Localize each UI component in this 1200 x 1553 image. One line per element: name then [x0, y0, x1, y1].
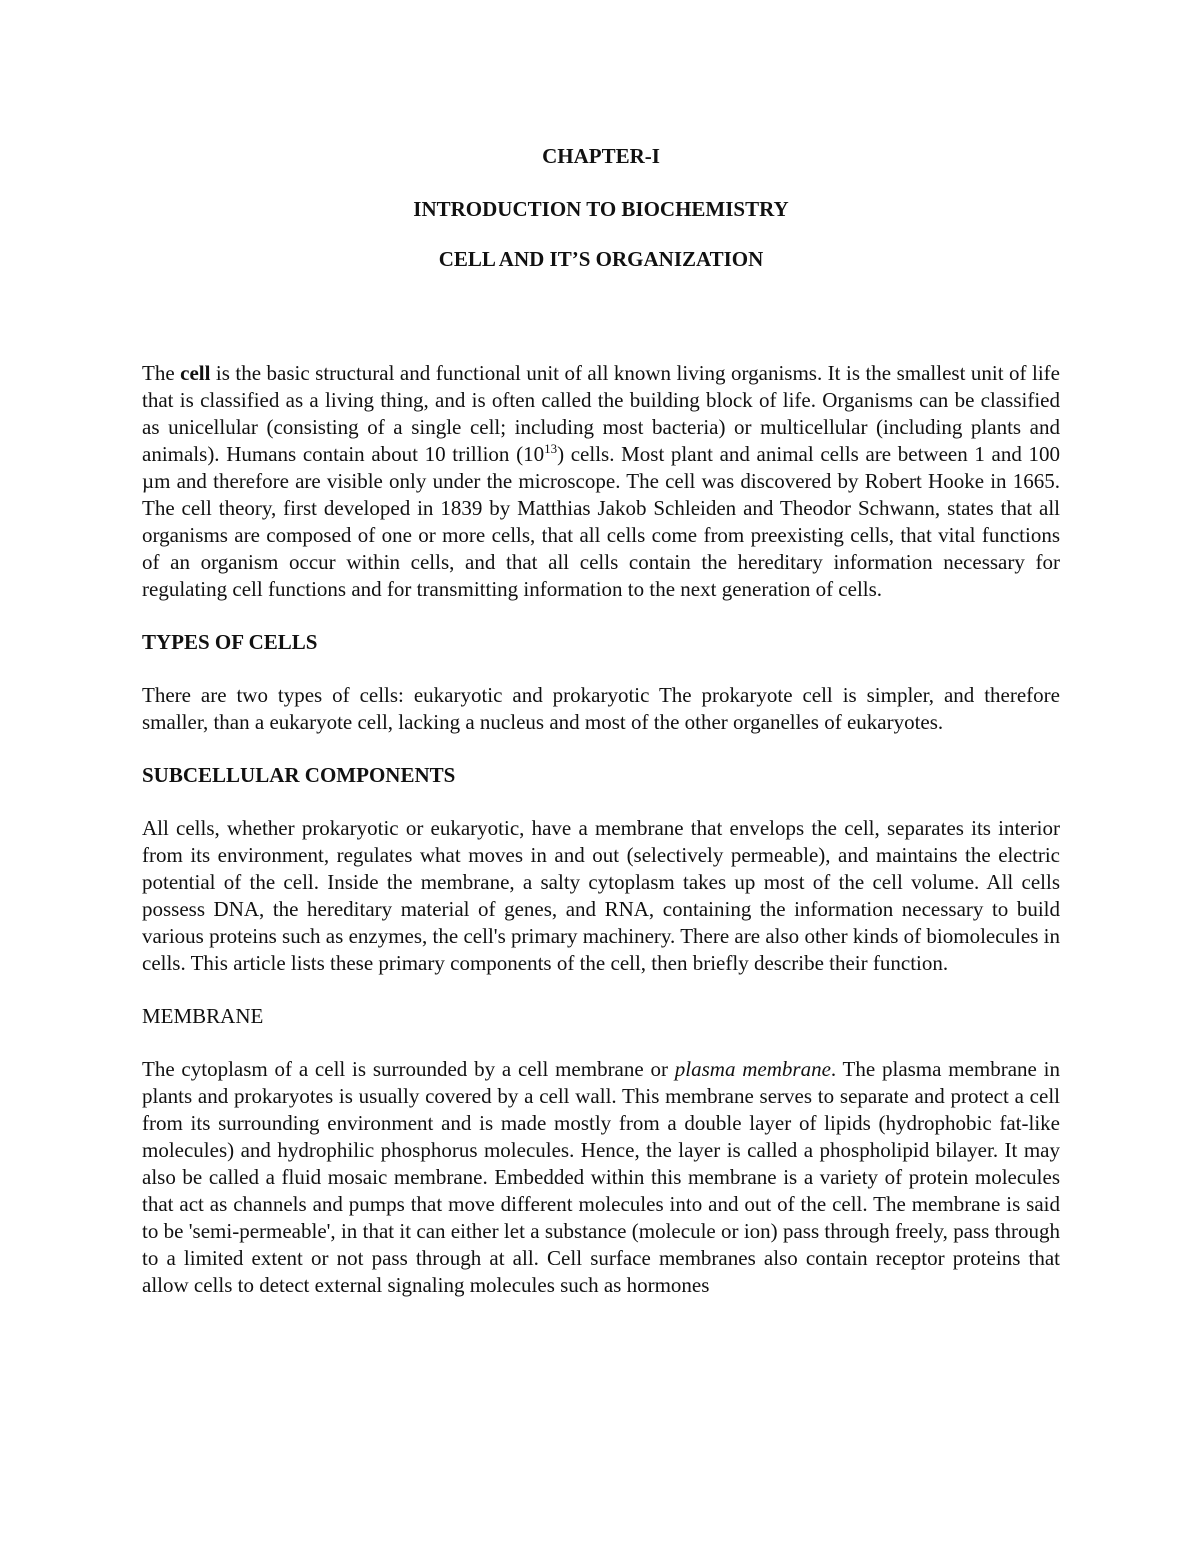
membrane-italic-term: plasma membrane	[674, 1057, 831, 1081]
subcellular-paragraph: All cells, whether prokaryotic or eukaryotic, have a membrane that envelops the cell, separates its interior from its environment, regulates what moves in and out (selectively permeable), and maintains the electric potential of the cell. Inside the membrane, a salty cytoplasm takes up most of the cell volume. All cells possess DNA, the hereditary material of genes, and RNA, containing the information necessary to build various proteins such as enzymes, the cell's primary machinery. There are also other kinds of biomolecules in cells. This article lists these primary components of the cell, then briefly describe their function.	[142, 816, 1060, 975]
page-content	[142, 140, 1060, 1299]
membrane-text-after: . The plasma membrane in plants and prokaryotes is usually covered by a cell wall. This membrane serves to separate and protect a cell from its surrounding environment and is made mostly from a double layer of lipids (hydrophobic fat-like molecules) and hydrophilic phosphorus molecules. Hence, the layer is called a phospholipid bilayer. It may also be called a fluid mosaic membrane. Embedded within this membrane is a variety of protein molecules that act as channels and pumps that move different molecules into and out of the cell. The membrane is said to be 'semi-permeable', in that it can either let a substance (molecule or ion) pass through freely, pass through to a limited extent or not pass through at all. Cell surface membranes also contain receptor proteins that allow cells to detect external signaling molecules such as hormones	[142, 1057, 1060, 1297]
membrane-paragraph	[142, 1056, 1060, 1299]
intro-part2: ) cells. Most plant and animal cells are between 1 and 100 µm and therefore are visible only under the microscope. The cell was discovered by Robert Hooke in 1665. The cell theory, first developed in 1839 by Matthias Jakob Schleiden and Theodor Schwann, states that all organisms are composed of one or more cells, that all cells come from preexisting cells, that vital functions of an organism occur within cells, and that all cells contain the hereditary information necessary for regulating cell functions and for transmitting information to the next generation of cells.	[142, 442, 1060, 601]
chapter-heading: CHAPTER-I	[542, 144, 660, 168]
membrane-heading: MEMBRANE	[142, 1004, 264, 1028]
intro-paragraph	[142, 360, 1060, 603]
subtitle-heading: CELL AND IT’S ORGANIZATION	[438, 247, 764, 271]
intro-superscript: 13	[544, 441, 558, 456]
types-of-cells-paragraph: There are two types of cells: eukaryotic and prokaryotic The prokaryote cell is simpler, and therefore smaller, than a eukaryote cell, lacking a nucleus and most of the other organelles of eukaryotes.	[142, 683, 1060, 734]
intro-lead: The	[142, 361, 181, 385]
intro-bold-term: cell	[180, 361, 211, 385]
types-of-cells-heading: TYPES OF CELLS	[142, 630, 318, 654]
intro-part1: is the basic structural and functional unit of all known living organisms. It is the smallest unit of life that is classified as a living thing, and is often called the building block of life. Organisms can be classified as unicellular (consisting of a single cell; including most bacteria) or multicellular (including plants and animals). Humans contain about 10 trillion (10	[142, 361, 1060, 466]
title-heading: INTRODUCTION TO BIOCHEMISTRY	[413, 197, 789, 221]
membrane-text-before: The cytoplasm of a cell is surrounded by a cell membrane or	[142, 1057, 675, 1081]
subcellular-heading: SUBCELLULAR COMPONENTS	[142, 763, 456, 787]
